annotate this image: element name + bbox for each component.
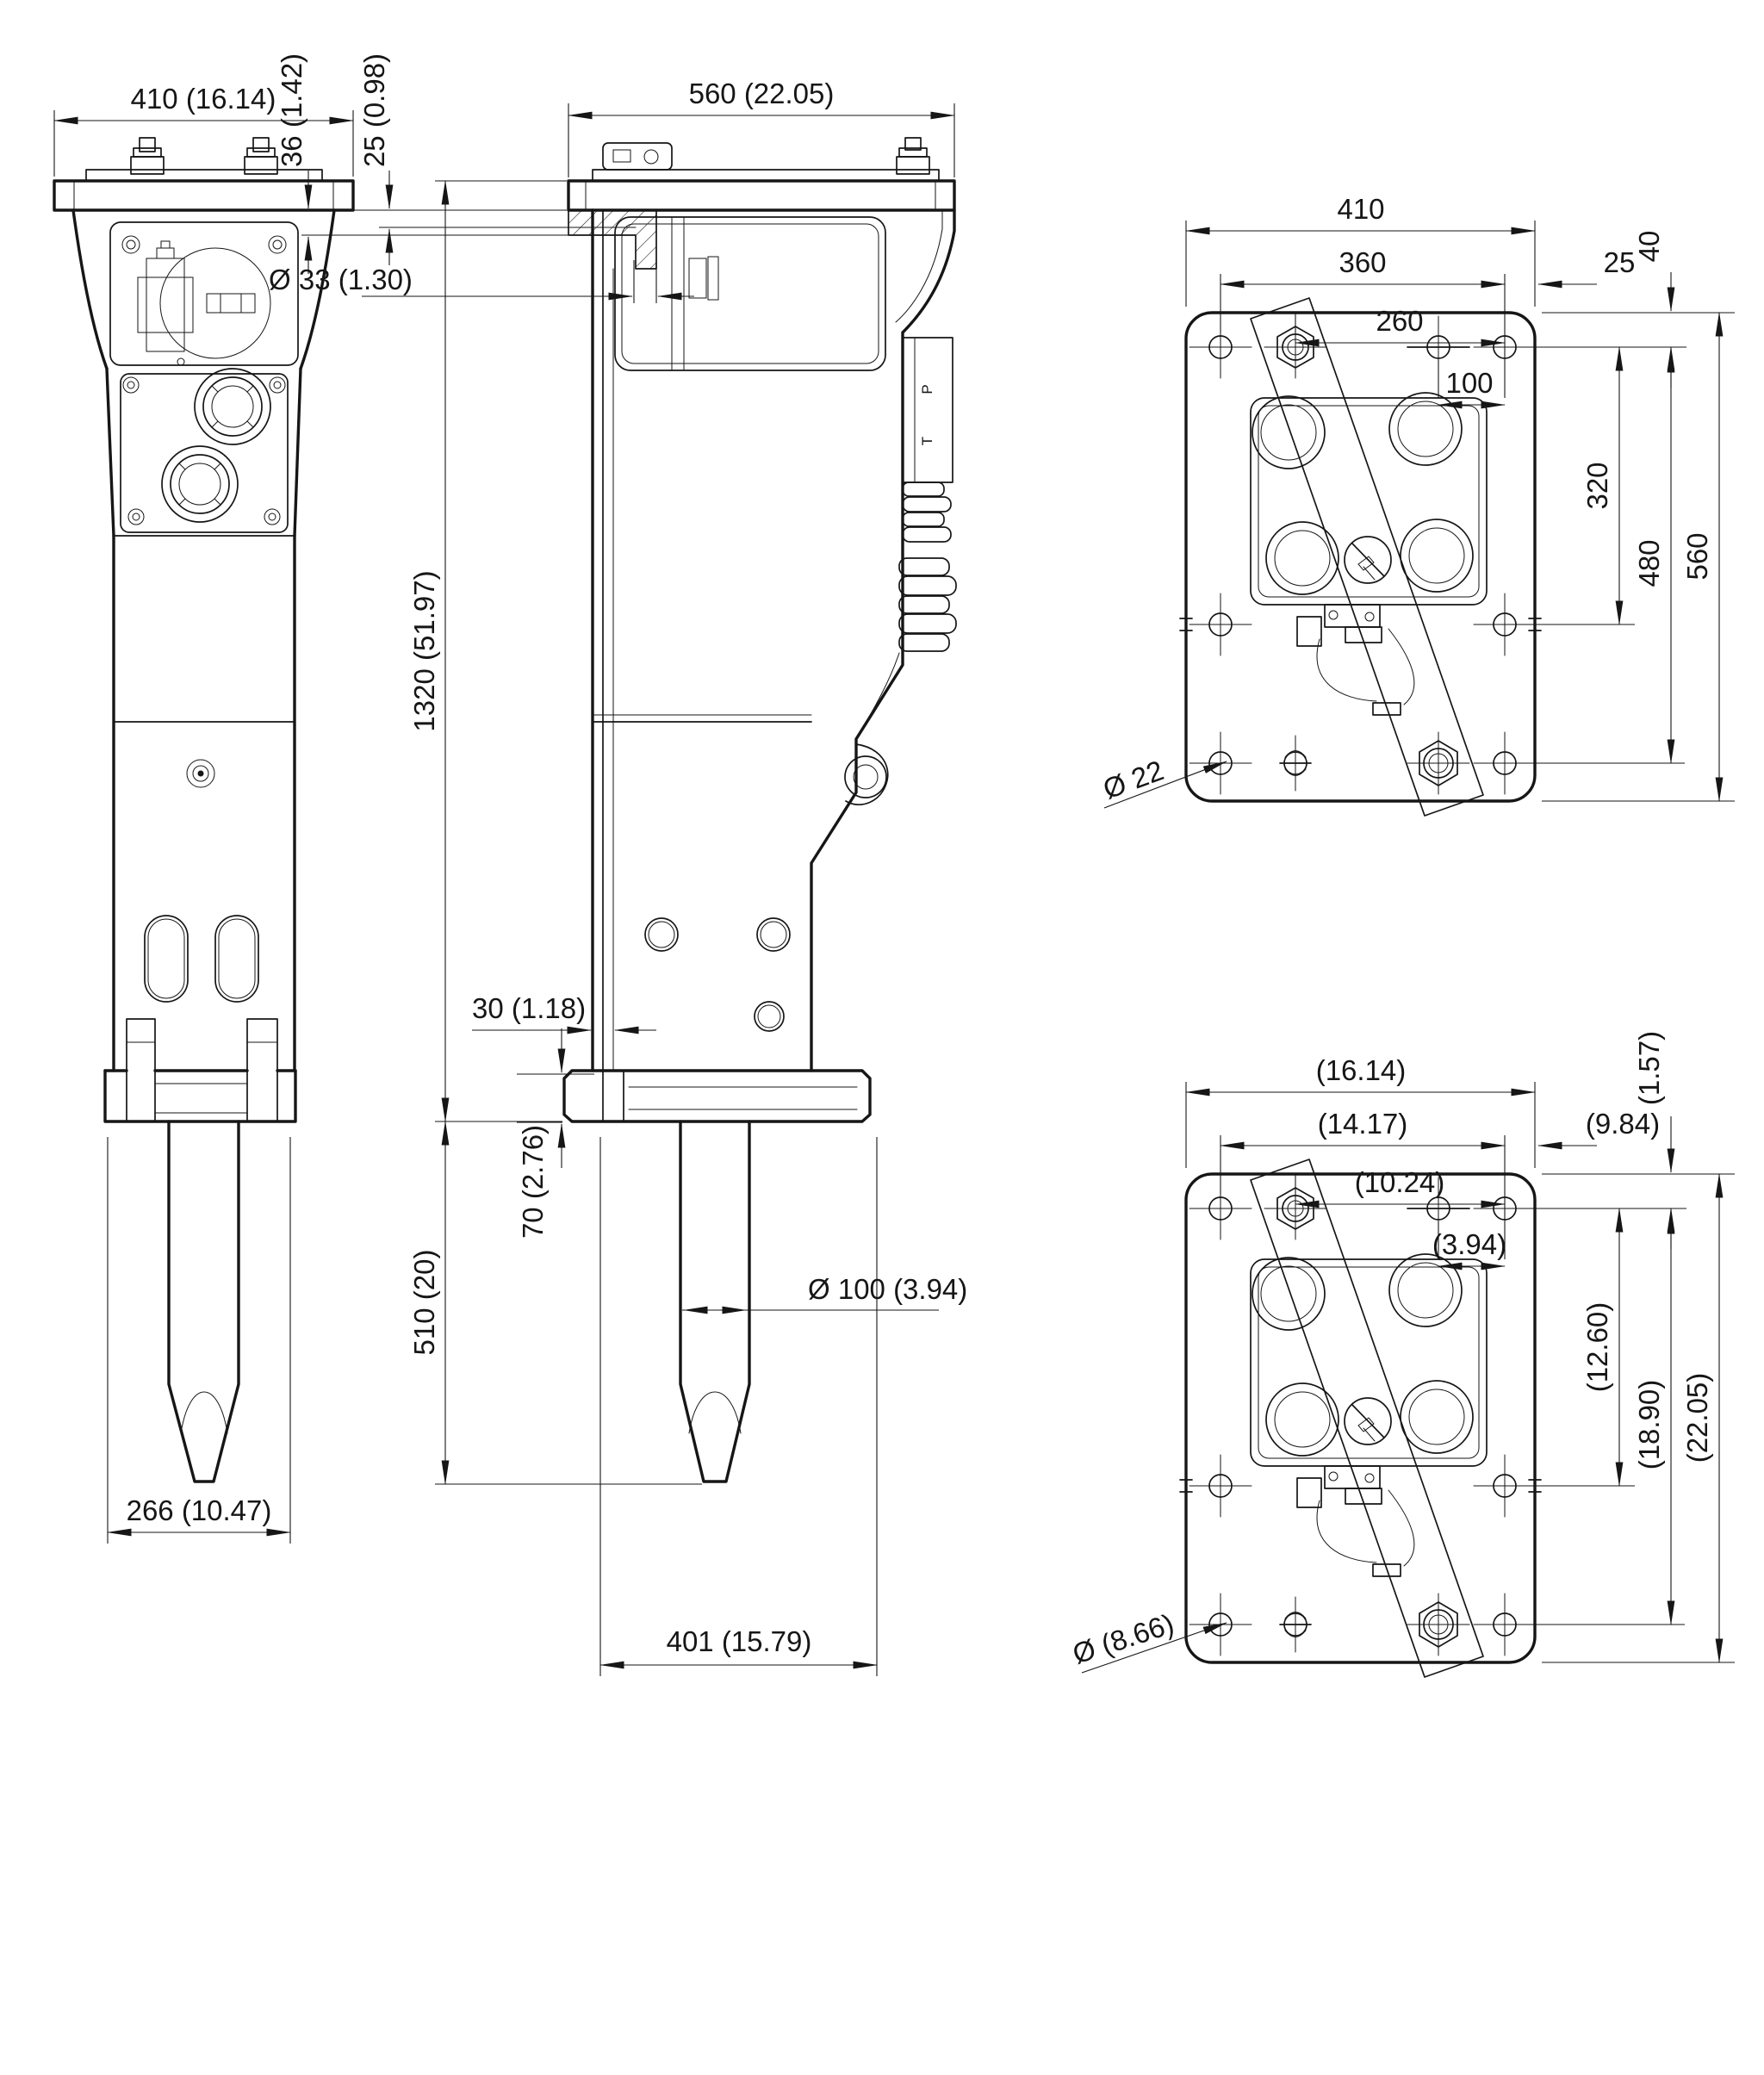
top-view-metric <box>1099 193 1735 816</box>
dim-bolt-span-b-in: (10.24) <box>1354 1166 1445 1198</box>
hose-bellows <box>856 482 956 739</box>
dim-bolt-span-a-mm: 360 <box>1339 246 1387 278</box>
dim-plate-width-in: (16.14) <box>1315 1054 1407 1086</box>
dim-bolt-span-b-mm: 260 <box>1376 305 1424 337</box>
front-hose-ports <box>162 369 270 522</box>
dim-front-width-top: 410 (16.14) <box>130 83 276 115</box>
dim-side-step-a: 36 (1.42) <box>276 53 307 168</box>
dim-side-body-height: 1320 (51.97) <box>408 570 440 732</box>
dim-hole-diameter-in: Ø (8.66) <box>1068 1607 1178 1670</box>
dim-side-bracket-height: 70 (2.76) <box>517 1124 549 1239</box>
side-view <box>269 53 967 1676</box>
dim-side-tool-protrusion: 510 (20) <box>408 1249 440 1356</box>
dim-row-span-b-mm: 480 <box>1633 539 1665 587</box>
dim-plate-width-mm: 410 <box>1337 193 1385 225</box>
dim-row-span-b-in: (18.90) <box>1633 1379 1665 1470</box>
front-chisel-tool <box>169 1121 239 1482</box>
dim-bolt-span-c-in: (3.94) <box>1432 1228 1507 1260</box>
dim-plate-height-mm: 560 <box>1681 532 1713 581</box>
dim-edge-offset-in: (9.84) <box>1585 1108 1661 1140</box>
dim-row-offset-mm: 40 <box>1633 230 1665 263</box>
dim-hole-diameter-mm: Ø 22 <box>1098 754 1168 805</box>
dim-row-span-a-mm: 320 <box>1581 462 1613 510</box>
dim-edge-offset-mm: 25 <box>1603 246 1636 278</box>
dim-front-width-bottom: 266 (10.47) <box>126 1494 272 1526</box>
dim-side-tool-diameter: Ø 100 (3.94) <box>808 1273 968 1305</box>
dim-side-base-depth: 401 (15.79) <box>666 1625 812 1657</box>
dim-side-wear-gap: 30 (1.18) <box>472 992 587 1024</box>
side-chisel-tool <box>680 1121 749 1482</box>
dim-bolt-span-c-mm: 100 <box>1445 367 1494 399</box>
hydraulic-port-block <box>903 338 953 482</box>
dim-side-step-b: 25 (0.98) <box>358 53 390 168</box>
dim-side-bore: Ø 33 (1.30) <box>269 264 413 295</box>
dim-plate-height-in: (22.05) <box>1681 1372 1713 1463</box>
port-p-label: P <box>919 384 935 394</box>
port-t-label: T <box>919 436 935 446</box>
dim-bolt-span-a-in: (14.17) <box>1317 1108 1408 1140</box>
front-view <box>54 83 353 1544</box>
front-top-bolts <box>131 138 277 174</box>
dim-side-depth: 560 (22.05) <box>688 78 835 109</box>
dim-row-offset-in: (1.57) <box>1633 1030 1665 1106</box>
dim-row-span-a-in: (12.60) <box>1581 1302 1613 1393</box>
top-view-imperial <box>1069 1031 1735 1677</box>
